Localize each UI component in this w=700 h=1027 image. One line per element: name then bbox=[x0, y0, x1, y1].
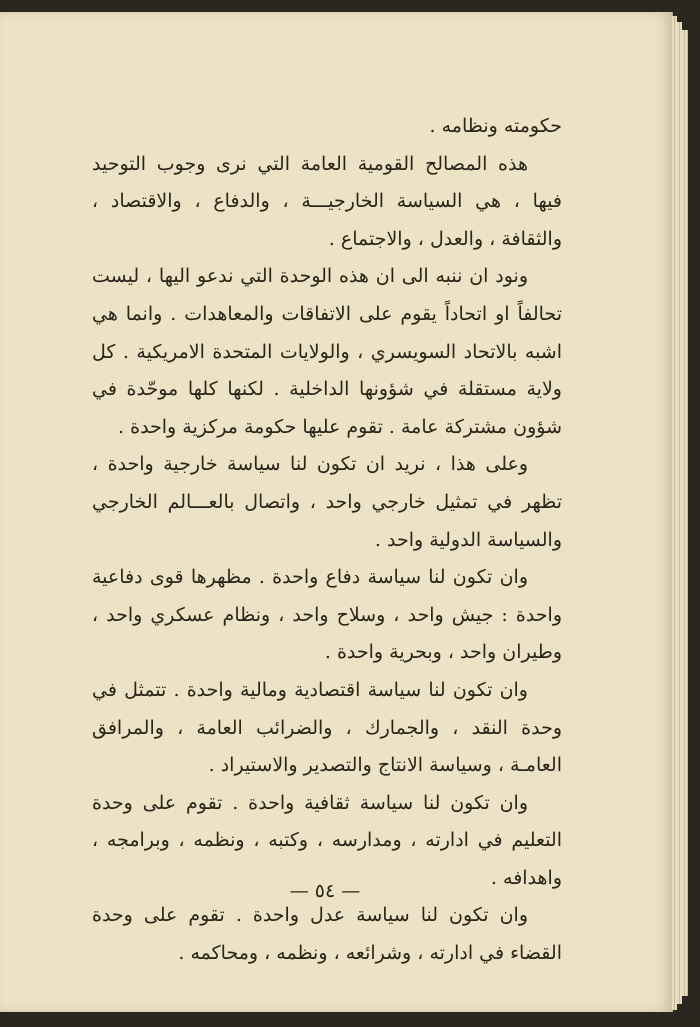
paragraph: وان تكون لنا سياسة دفاع واحدة . مظهرها قوى دفاعية واحدة : جيش واحد ، وسلاح واحد ، ونظام عسكري واحد ، وطيران واحد ، وبحرية واحدة . bbox=[92, 566, 562, 664]
page-edge bbox=[682, 30, 688, 996]
paragraph: وان تكون لنا سياسة عدل واحدة . تقوم على وحدة القضاء في ادارته ، وشرائعه ، ونظمه ، ومحاكمه . bbox=[92, 904, 562, 965]
book-page bbox=[0, 12, 673, 1012]
paragraph: وعلى هذا ، نريد ان تكون لنا سياسة خارجية واحدة ، تظهر في تمثيل خارجي واحد ، واتصال بالعـــالم الخارجي والسياسة الدولية واحد . bbox=[92, 453, 562, 551]
page-number: — ٥٤ — bbox=[289, 880, 361, 902]
paragraph: وان تكون لنا سياسة اقتصادية ومالية واحدة . تتمثل في وحدة النقد ، والجمارك ، والضرائب العامة ، والمرافق العامـة ، وسياسة الانتاج والتصدير والاستيراد . bbox=[92, 678, 562, 777]
paragraph: هذه المصالح القومية العامة التي نرى وجوب التوحيد فيها ، هي السياسة الخارجيـــة ، والدفاع ، والاقتصاد ، والثقافة ، والعدل ، والاجتماع . bbox=[92, 152, 562, 250]
paragraph: ونود ان ننبه الى ان هذه الوحدة التي ندعو اليها ، ليست تحالفاً او اتحاداً يقوم على الاتفاقات والمعاهدات . وانما هي اشبه بالاتحاد السويسري ، والولايات المتحدة الامريكية . كل ولاية مستقلة في شؤونها الداخلية . لكنها كلها موحّدة في شؤون مشتركة عامة . تقوم عليها حكومة مركزية واحدة . bbox=[92, 265, 562, 438]
body-text bbox=[92, 108, 562, 973]
paragraph: وان تكون لنا سياسة ثقافية واحدة . تقوم على وحدة التعليم في ادارته ، ومدارسه ، وكتبه ، ونظمه ، وبرامجه ، واهدافه . bbox=[92, 791, 562, 889]
paragraph: حكومته ونظامه . bbox=[429, 115, 562, 137]
